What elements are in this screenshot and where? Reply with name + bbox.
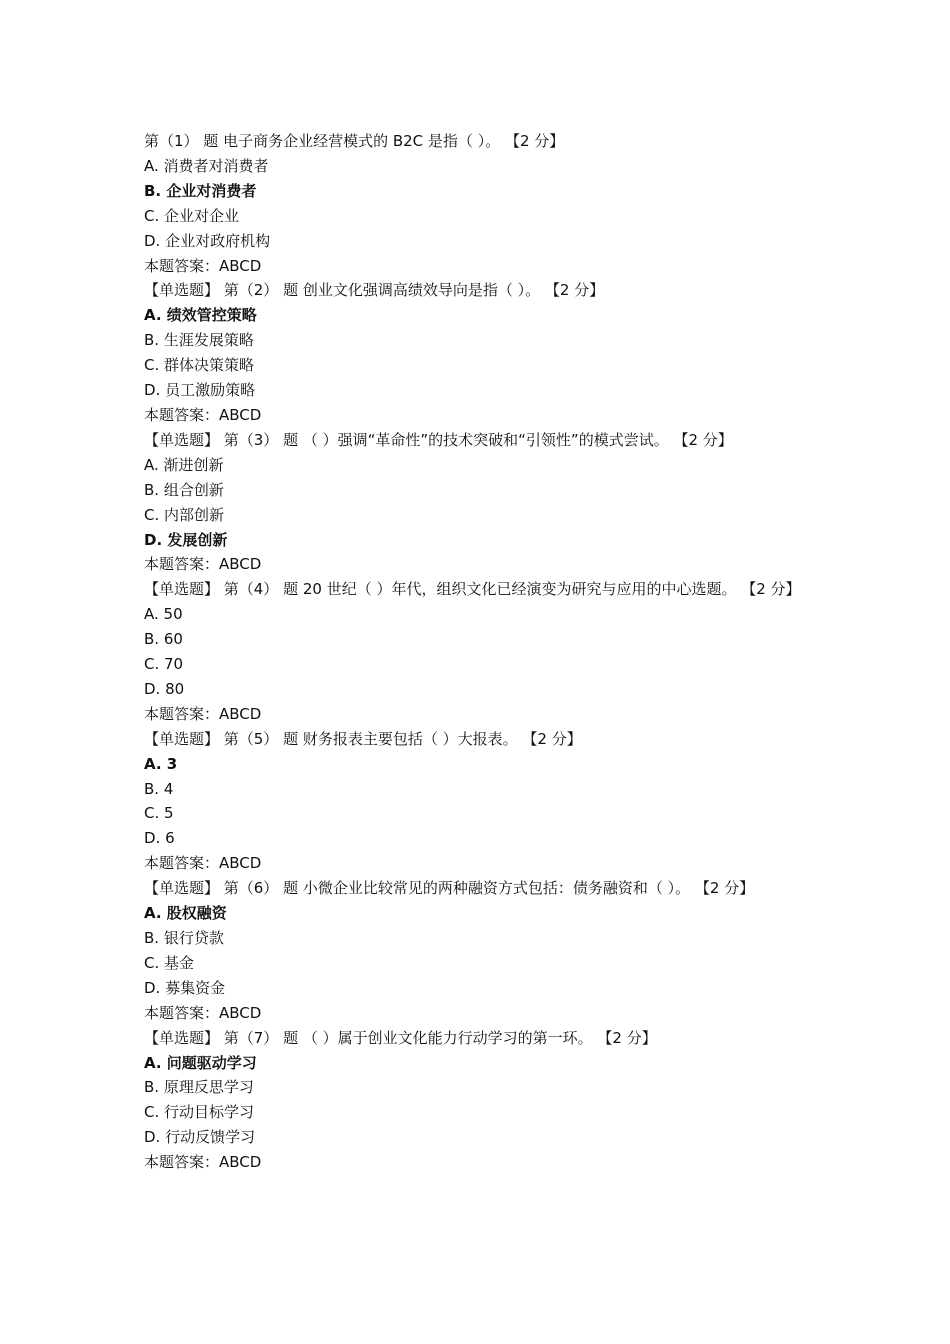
option-d: D. 行动反馈学习 [144, 1128, 256, 1147]
option-b: B. 组合创新 [144, 480, 224, 499]
question-block [144, 428, 806, 577]
option-a: A. 绩效管控策略 [144, 306, 257, 325]
option-d: D. 募集资金 [144, 978, 226, 997]
option-c: C. 70 [144, 655, 184, 674]
option-a: A. 问题驱动学习 [144, 1053, 257, 1072]
option-d: D. 6 [144, 829, 175, 848]
option-c: C. 5 [144, 804, 174, 823]
answer-line: 本题答案：ABCD [144, 1003, 262, 1022]
answer-line: 本题答案：ABCD [144, 555, 262, 574]
question-header: 第（1） 题 电子商务企业经营模式的 B2C 是指（ ）。 【2 分】 [144, 132, 565, 150]
answer-line: 本题答案：ABCD [144, 1153, 262, 1172]
option-b: B. 原理反思学习 [144, 1078, 254, 1097]
option-a: A. 渐进创新 [144, 455, 224, 474]
option-c: C. 内部创新 [144, 505, 225, 524]
question-block [144, 876, 806, 1025]
question-block [144, 1026, 806, 1175]
question-block [144, 129, 806, 278]
question-header: 【单选题】 第（3） 题 （ ）强调“革命性”的技术突破和“引领性”的模式尝试。 【2 分】 [144, 430, 733, 449]
option-d: D. 企业对政府机构 [144, 231, 271, 250]
question-header: 【单选题】 第（5） 题 财务报表主要包括（ ）大报表。 【2 分】 [144, 729, 582, 748]
option-a: A. 3 [144, 754, 178, 773]
option-a: A. 50 [144, 605, 183, 624]
option-b: B. 60 [144, 630, 183, 649]
question-block [144, 577, 806, 726]
option-c: C. 行动目标学习 [144, 1103, 255, 1122]
option-c: C. 群体决策策略 [144, 356, 255, 375]
question-block [144, 278, 806, 427]
option-b: B. 企业对消费者 [144, 181, 257, 200]
answer-line: 本题答案：ABCD [144, 405, 262, 424]
option-d: D. 员工激励策略 [144, 381, 256, 400]
option-a: A. 股权融资 [144, 904, 227, 923]
question-header: 【单选题】 第（7） 题 （ ）属于创业文化能力行动学习的第一环。 【2 分】 [144, 1028, 657, 1047]
document-page [144, 129, 806, 1175]
option-b: B. 生涯发展策略 [144, 331, 254, 350]
answer-line: 本题答案：ABCD [144, 704, 262, 723]
option-a: A. 消费者对消费者 [144, 156, 269, 175]
option-c: C. 企业对企业 [144, 206, 240, 225]
option-b: B. 4 [144, 779, 174, 798]
answer-line: 本题答案：ABCD [144, 256, 262, 275]
option-c: C. 基金 [144, 953, 195, 972]
question-block [144, 727, 806, 876]
option-d: D. 发展创新 [144, 530, 228, 549]
option-b: B. 银行贷款 [144, 929, 224, 947]
question-header: 【单选题】 第（4） 题 20 世纪（ ）年代，组织文化已经演变为研究与应用的中心选题。 【2 分】 [144, 580, 801, 599]
question-header: 【单选题】 第（6） 题 小微企业比较常见的两种融资方式包括：债务融资和（ ）。 【2 分】 [144, 879, 755, 898]
option-d: D. 80 [144, 679, 185, 698]
answer-line: 本题答案：ABCD [144, 854, 262, 873]
question-header: 【单选题】 第（2） 题 创业文化强调高绩效导向是指（ ）。 【2 分】 [144, 281, 605, 300]
